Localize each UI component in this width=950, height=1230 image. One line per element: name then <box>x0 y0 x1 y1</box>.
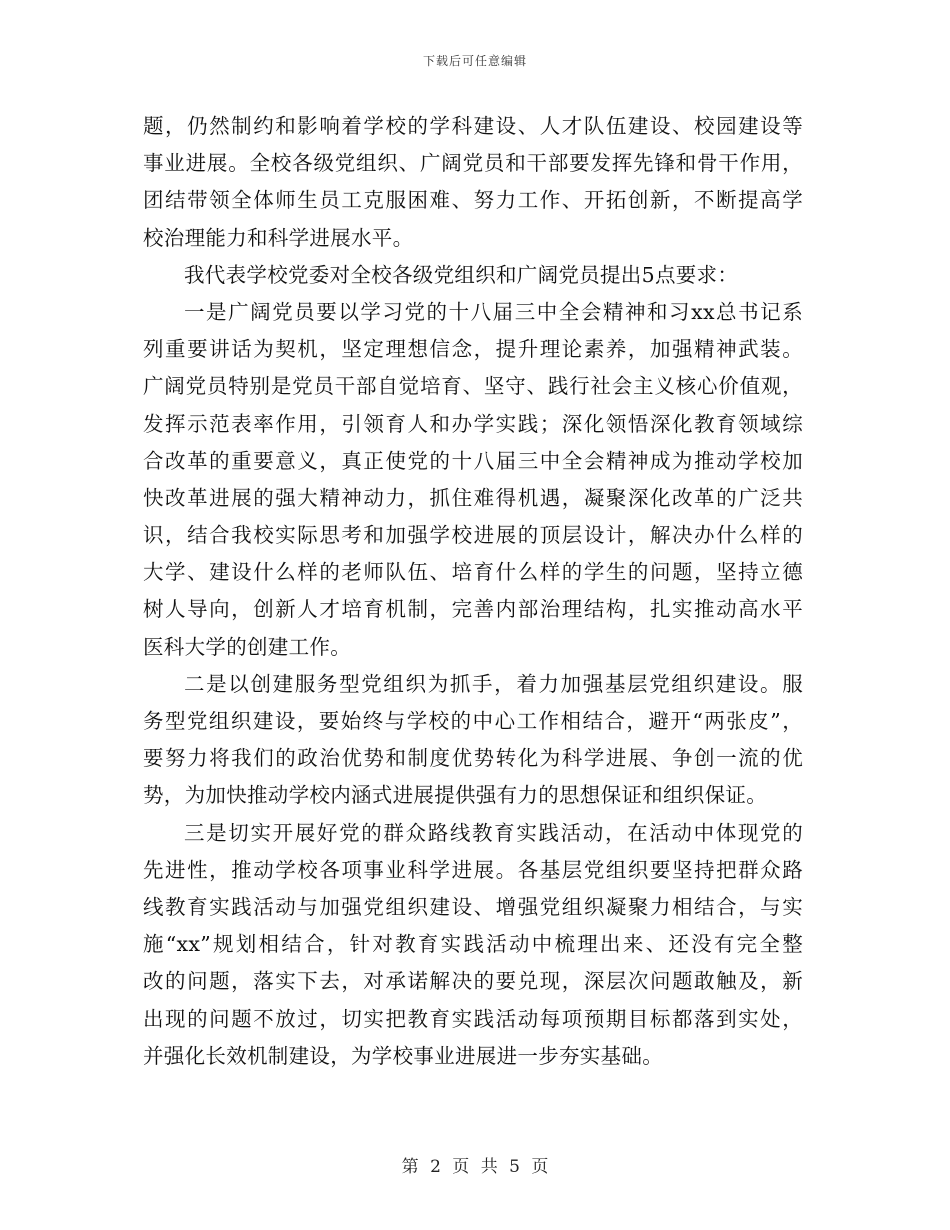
body-line: 团结带领全体师生员工克服困难、努力工作、开拓创新，不断提高学 <box>143 188 803 213</box>
body-line: 大学、建设什么样的老师队伍、培育什么样的学生的问题，坚持立德 <box>143 560 803 585</box>
body-line: 合改革的重要意义，真正使党的十八届三中全会精神成为推动学校加 <box>143 448 803 473</box>
document-body <box>143 108 803 1075</box>
body-line: 线教育实践活动与加强党组织建设、增强党组织凝聚力相结合，与实 <box>143 894 803 919</box>
body-line: 树人导向，创新人才培育机制，完善内部治理结构，扎实推动高水平 <box>143 597 803 622</box>
body-line: 事业进展。全校各级党组织、广阔党员和干部要发挥先锋和骨干作用， <box>143 151 803 176</box>
body-line: 识，结合我校实际思考和加强学校进展的顶层设计，解决办什么样的 <box>143 523 803 548</box>
body-line: 三是切实开展好党的群众路线教育实践活动，在活动中体现党的 <box>184 820 803 845</box>
body-line: 一是广阔党员要以学习党的十八届三中全会精神和习xx总书记系 <box>184 299 803 324</box>
body-line: 广阔党员特别是党员干部自觉培育、坚守、践行社会主义核心价值观， <box>143 374 803 399</box>
body-line: 要努力将我们的政治优势和制度优势转化为科学进展、争创一流的优 <box>143 746 803 771</box>
body-line: 医科大学的创建工作。 <box>143 634 351 659</box>
body-line: 快改革进展的强大精神动力，抓住难得机遇，凝聚深化改革的广泛共 <box>143 485 803 510</box>
page-number-footer: 第 2 页 共 5 页 <box>401 1157 549 1177</box>
body-line: 校治理能力和科学进展水平。 <box>143 225 414 250</box>
body-line: 施“xx”规划相结合，针对教育实践活动中梳理出来、还没有完全整 <box>143 932 803 957</box>
body-line: 务型党组织建设，要始终与学校的中心工作相结合，避开“两张皮”， <box>143 709 803 733</box>
body-line: 列重要讲话为契机，坚定理想信念，提升理论素养，加强精神武装。 <box>143 337 803 362</box>
body-line: 题，仍然制约和影响着学校的学科建设、人才队伍建设、校园建设等 <box>143 114 803 138</box>
body-line: 并强化长效机制建设，为学校事业进展进一步夯实基础。 <box>143 1043 663 1068</box>
body-line: 先进性，推动学校各项事业科学进展。各基层党组织要坚持把群众路 <box>143 857 803 882</box>
body-line: 我代表学校党委对全校各级党组织和广阔党员提出5点要求： <box>184 262 739 287</box>
body-line: 发挥示范表率作用，引领育人和办学实践；深化领悟深化教育领域综 <box>143 411 803 436</box>
body-line: 出现的问题不放过，切实把教育实践活动每项预期目标都落到实处， <box>143 1006 803 1031</box>
body-line: 改的问题，落实下去，对承诺解决的要兑现，深层次问题敢触及，新 <box>143 969 803 994</box>
page-header: 下载后可任意编辑 <box>422 54 527 68</box>
body-line: 势，为加快推动学校内涵式进展提供强有力的思想保证和组织保证。 <box>143 783 767 808</box>
body-line: 二是以创建服务型党组织为抓手，着力加强基层党组织建设。服 <box>184 671 803 696</box>
